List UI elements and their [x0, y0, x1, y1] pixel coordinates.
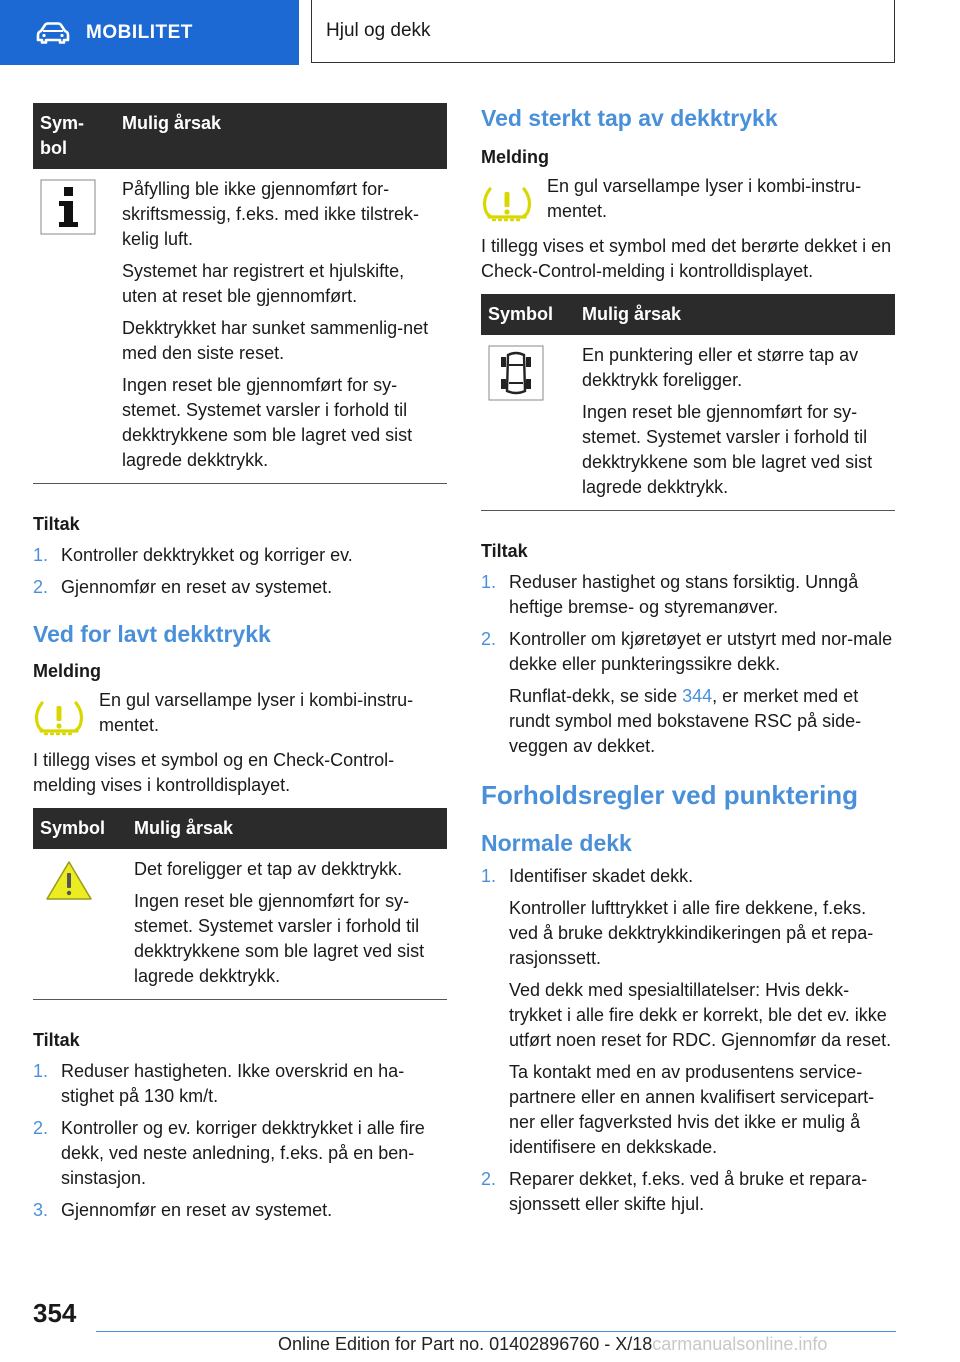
puncture-steps [481, 864, 895, 1217]
cause-text: Ingen reset ble gjennomført for sy-stemet. Systemet varsler i forhold til dekktrykkene som ble lagret ved sist lagrede dekktrykk. [134, 891, 425, 986]
table-header-cause: Mulig årsak [127, 808, 447, 849]
edition-text: Online Edition for Part no. 01402896760 - X/18 [278, 1334, 653, 1354]
table-header-cause: Mulig årsak [575, 294, 895, 335]
step-number: 1. [33, 545, 49, 565]
step-text: Kontroller lufttrykket i alle fire dekkene, f.eks. ved å bruke dekktrykkindikeringen på et repa-rasjonssett. [509, 898, 874, 968]
runflat-text: Runflat-dekk, se side [509, 686, 683, 706]
list-item [33, 1059, 447, 1109]
table-row [33, 849, 447, 1000]
table-row [33, 169, 447, 484]
cause-text: Ingen reset ble gjennomført for sy-stemet. Systemet varsler i forhold til dekktrykkene som ble lagret ved sist lagrede dekktrykk. [582, 402, 873, 497]
table-row [481, 335, 895, 511]
tiltak-heading: Tiltak [481, 541, 528, 561]
tiltak-list [33, 543, 447, 600]
cause-text: Påfylling ble ikke gjennomført for-skriftsmessig, f.eks. med ikke tilstrek-kelig luft. [122, 179, 420, 249]
step-number: 2. [33, 577, 49, 597]
runflat-note [509, 684, 895, 759]
warning-message [33, 688, 447, 738]
step-text: Kontroller dekktrykket og korriger ev. [61, 545, 353, 565]
warning-text: En gul varsellampe lyser i kombi-instru-mentet. [547, 176, 862, 221]
step-text: Reparer dekket, f.eks. ved å bruke et repara-sjonssett eller skifte hjul. [509, 1169, 868, 1214]
list-item [481, 627, 895, 759]
chapter-title [311, 0, 895, 63]
step-text: Identifiser skadet dekk. [509, 866, 694, 886]
tiltak-list [481, 570, 895, 759]
symbol-cell [33, 849, 127, 1000]
step-number: 2. [33, 1118, 49, 1138]
section-tab[interactable] [0, 0, 299, 65]
right-column [481, 103, 895, 1224]
warning-triangle-icon [44, 859, 94, 903]
list-item [481, 570, 895, 620]
warning-message [481, 174, 895, 224]
table-header-cause: Mulig årsak [115, 103, 447, 169]
cause-cell [127, 849, 447, 1000]
symbol-cell [481, 335, 575, 511]
step-number: 1. [481, 866, 497, 886]
symbol-cell [33, 169, 115, 484]
symbol-table-info [33, 103, 447, 484]
step-text: Kontroller om kjøretøyet er utstyrt med nor-male dekke eller punkteringssikre dekk. [509, 629, 893, 674]
page-link[interactable]: 344 [682, 686, 713, 706]
step-text: Gjennomfør en reset av systemet. [61, 577, 333, 597]
step-number: 1. [33, 1061, 49, 1081]
info-text: I tillegg vises et symbol og en Check-Control-melding vises i kontrolldisplayet. [33, 750, 395, 795]
footer-divider [96, 1331, 896, 1332]
cause-cell [575, 335, 895, 511]
chapter-title-text: Hjul og dekk [326, 20, 431, 41]
info-text: I tillegg vises et symbol med det berørte dekket i en Check-Control-melding i kontrolldisplayet. [481, 236, 892, 281]
cause-cell [115, 169, 447, 484]
table-header-symbol: Symbol [33, 808, 127, 849]
table-header-symbol: Symbol [481, 294, 575, 335]
step-number: 2. [481, 629, 497, 649]
sub-heading: Normale dekk [481, 830, 632, 856]
section-heading: Ved sterkt tap av dekktrykk [481, 105, 778, 131]
cause-text: Dekktrykket har sunket sammenlig-net med den siste reset. [122, 318, 429, 363]
list-item [33, 543, 447, 568]
list-item [33, 575, 447, 600]
tire-pressure-warning-icon [481, 184, 533, 224]
car-icon [36, 22, 70, 44]
symbol-table-low-pressure [33, 808, 447, 1000]
step-text: Gjennomfør en reset av systemet. [61, 1200, 333, 1220]
section-heading: Ved for lavt dekktrykk [33, 621, 271, 647]
watermark-text: carmanualsonline.info [652, 1334, 828, 1354]
list-item [481, 864, 895, 1160]
left-column [33, 103, 447, 1230]
list-item [33, 1116, 447, 1191]
cause-text: Systemet har registrert et hjulskifte, uten at reset ble gjennomført. [122, 261, 405, 306]
symbol-table-severe [481, 294, 895, 511]
list-item [481, 1167, 895, 1217]
info-icon [40, 179, 96, 235]
melding-heading: Melding [481, 147, 549, 167]
warning-text: En gul varsellampe lyser i kombi-instru-mentet. [99, 690, 414, 735]
step-number: 3. [33, 1200, 49, 1220]
tiltak-heading: Tiltak [33, 514, 80, 534]
runflat-text: , er merket med et rundt symbol med bokstavene RSC på side-veggen av dekket. [509, 686, 862, 756]
tire-pressure-warning-icon [33, 698, 85, 738]
section-label: MOBILITET [86, 21, 193, 43]
step-text: Kontroller og ev. korriger dekktrykket i alle fire dekk, ved neste anledning, f.eks. på en ben-sinstasjon. [61, 1118, 425, 1188]
step-text: Ved dekk med spesialtillatelser: Hvis dekk-trykket i alle fire dekk er korrekt, ble det ev. ikke utført noen reset for RDC. Gjennomfør da reset. [509, 980, 892, 1050]
tiltak-heading: Tiltak [33, 1030, 80, 1050]
step-number: 2. [481, 1169, 497, 1189]
section-heading: Forholdsregler ved punktering [481, 780, 859, 810]
cause-text: En punktering eller et større tap av dekktrykk foreligger. [582, 345, 859, 390]
step-text: Ta kontakt med en av produsentens service-partnere eller en annen kvalifisert servicepart-ner eller fagverksted hvis det ikke er mulig å identifisere en dekkskade. [509, 1062, 875, 1157]
page-number: 354 [33, 1298, 77, 1328]
step-number: 1. [481, 572, 497, 592]
table-header-symbol: Sym- bol [33, 103, 115, 169]
step-text: Reduser hastigheten. Ikke overskrid en ha-stighet på 130 km/t. [61, 1061, 405, 1106]
cause-text: Ingen reset ble gjennomført for sy-stemet. Systemet varsler i forhold til dekktrykkene som ble lagret ved sist lagrede dekktrykk. [122, 375, 413, 470]
cause-text: Det foreligger et tap av dekktrykk. [134, 859, 403, 879]
list-item [33, 1198, 447, 1223]
car-tire-top-view-icon [488, 345, 544, 401]
footer-edition [278, 1334, 827, 1355]
step-text: Reduser hastighet og stans forsiktig. Unngå heftige bremse- og styremanøver. [509, 572, 859, 617]
tiltak-list [33, 1059, 447, 1223]
melding-heading: Melding [33, 661, 101, 681]
